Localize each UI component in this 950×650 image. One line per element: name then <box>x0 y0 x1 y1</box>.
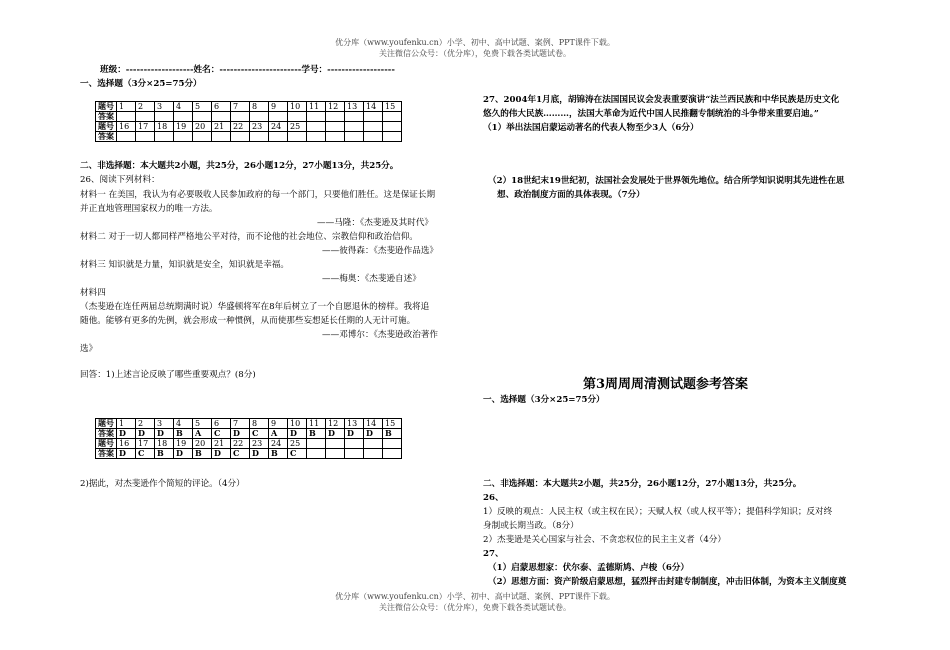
table-cell <box>307 122 326 132</box>
q26-ask2: 2)据此，对杰斐逊作个简短的评论。（4分） <box>80 479 245 489</box>
table-cell <box>307 132 326 142</box>
table-cell <box>345 439 364 449</box>
answer27-part2: （2）思想方面：资产阶级启蒙思想，猛烈抨击封建专制制度，冲击旧体制，为资本主义制度奠 <box>488 577 847 587</box>
page-header-line2: 关注微信公众号：（优分库），免费下载各类试题试卷。 <box>379 49 571 58</box>
q27-part1: （1）举出法国启蒙运动著名的代表人物至少3人（6分） <box>483 123 699 133</box>
table-cell <box>383 122 402 132</box>
table-cell <box>174 112 193 122</box>
material3: 材料三 知识就是力量，知识就是安全，知识就是幸福。 <box>80 260 289 270</box>
table-cell: 答案 <box>96 449 117 459</box>
table-cell: 17 <box>136 122 155 132</box>
table-cell <box>326 132 345 142</box>
table-cell <box>269 132 288 142</box>
table-cell <box>383 449 402 459</box>
q26-prompt: 26、阅读下列材料： <box>80 175 160 185</box>
table-cell: 7 <box>231 102 250 112</box>
table-cell <box>155 112 174 122</box>
table-cell: 16 <box>117 439 136 449</box>
table-cell <box>174 132 193 142</box>
table-cell: D <box>136 429 155 439</box>
table-cell <box>383 112 402 122</box>
table-cell: 题号 <box>96 122 117 132</box>
table-cell <box>307 449 326 459</box>
table-cell: B <box>155 449 174 459</box>
table-cell: A <box>269 429 288 439</box>
material1-line2: 并正直地管理国家权力的唯一方法。 <box>80 204 218 214</box>
table-cell: 12 <box>326 419 345 429</box>
table-row <box>96 112 402 122</box>
table-cell: 14 <box>364 102 383 112</box>
table-cell: D <box>155 429 174 439</box>
table-cell <box>193 112 212 122</box>
table-cell <box>326 449 345 459</box>
table-cell <box>155 132 174 142</box>
table-cell: 15 <box>383 419 402 429</box>
table-cell <box>193 132 212 142</box>
material4-source-cont: 选》 <box>80 344 98 354</box>
table-cell: 11 <box>307 102 326 112</box>
table-cell: 18 <box>155 439 174 449</box>
table-cell: D <box>117 429 136 439</box>
table-cell: B <box>269 449 288 459</box>
table-cell: D <box>364 429 383 439</box>
table-cell <box>383 439 402 449</box>
table-cell: C <box>250 429 269 439</box>
table-cell <box>231 132 250 142</box>
table-cell: 14 <box>364 419 383 429</box>
table-cell <box>117 132 136 142</box>
table-cell: 17 <box>136 439 155 449</box>
table-cell: 20 <box>193 439 212 449</box>
table-cell: 4 <box>174 419 193 429</box>
answer26-part2: 2）杰斐逊是关心国家与社会、不贪恋权位的民主主义者（4分） <box>483 535 726 545</box>
material2: 材料二 对于一切人都同样严格地公平对待，而不论他的社会地位、宗教信仰和政治信仰。 <box>80 232 418 242</box>
answer27-label: 27、 <box>483 549 504 559</box>
table-row <box>96 132 402 142</box>
table-cell: 8 <box>250 102 269 112</box>
table-cell: 答案 <box>96 429 117 439</box>
table-cell: 9 <box>269 102 288 112</box>
table-cell: 5 <box>193 419 212 429</box>
q26-ask1: 回答：1)上述言论反映了哪些重要观点？(8分) <box>80 370 256 380</box>
table-cell: A <box>193 429 212 439</box>
table-cell: 2 <box>136 102 155 112</box>
table-cell <box>269 112 288 122</box>
table-cell <box>136 112 155 122</box>
table-row <box>96 449 402 459</box>
table-cell: 19 <box>174 439 193 449</box>
table-cell: D <box>117 449 136 459</box>
table-row <box>96 439 402 449</box>
table-cell <box>364 122 383 132</box>
table-cell <box>345 449 364 459</box>
table-cell: 10 <box>288 102 307 112</box>
table-cell <box>326 122 345 132</box>
table-cell <box>364 439 383 449</box>
table-cell: 3 <box>155 419 174 429</box>
table-cell: B <box>174 429 193 439</box>
table-row <box>96 419 402 429</box>
table-cell <box>364 449 383 459</box>
table-cell: D <box>345 429 364 439</box>
table-cell <box>250 112 269 122</box>
table-cell: C <box>288 449 307 459</box>
q27-line2: 悠久的伟大民族………，法国大革命为近代中国人民推翻专制统治的斗争带来重要启迪。” <box>483 109 819 119</box>
table-cell: 19 <box>174 122 193 132</box>
blank-answer-grid <box>95 101 402 142</box>
table-cell: C <box>231 449 250 459</box>
table-cell: 24 <box>269 439 288 449</box>
table-cell <box>383 132 402 142</box>
table-cell: 题号 <box>96 102 117 112</box>
q27-part2-line2: 想、政治制度方面的具体表现。（7分） <box>497 190 645 200</box>
table-cell: 13 <box>345 102 364 112</box>
table-cell: 13 <box>345 419 364 429</box>
table-cell: D <box>174 449 193 459</box>
table-cell: D <box>326 429 345 439</box>
table-cell: 22 <box>231 122 250 132</box>
table-cell: B <box>383 429 402 439</box>
table-cell <box>345 132 364 142</box>
table-cell: 12 <box>326 102 345 112</box>
table-cell: 21 <box>212 439 231 449</box>
table-cell: 25 <box>288 439 307 449</box>
table-cell <box>288 112 307 122</box>
student-info-line: 班级：-------------------姓名：-----------------------学号：------------------- <box>100 65 395 75</box>
table-cell: 18 <box>155 122 174 132</box>
table-cell: 5 <box>193 102 212 112</box>
table-row <box>96 102 402 112</box>
section1-title: 一、选择题（3分×25=75分） <box>80 79 202 89</box>
answer-key-grid <box>95 418 402 459</box>
answer26-part1-line2: 身制或长期当政。（8分） <box>483 521 579 531</box>
table-cell: 答案 <box>96 112 117 122</box>
table-cell: 1 <box>117 419 136 429</box>
table-cell: D <box>231 429 250 439</box>
answer-key-title: 第3周周周清测试题参考答案 <box>583 377 749 392</box>
table-cell: 11 <box>307 419 326 429</box>
table-cell: 20 <box>193 122 212 132</box>
table-cell <box>307 112 326 122</box>
table-cell <box>326 112 345 122</box>
table-cell: 2 <box>136 419 155 429</box>
table-cell: 题号 <box>96 419 117 429</box>
table-cell: 16 <box>117 122 136 132</box>
table-cell <box>212 112 231 122</box>
table-cell: 23 <box>250 439 269 449</box>
table-cell: 9 <box>269 419 288 429</box>
table-cell: 答案 <box>96 132 117 142</box>
table-row <box>96 429 402 439</box>
table-cell <box>326 439 345 449</box>
table-cell: 8 <box>250 419 269 429</box>
table-cell: 4 <box>174 102 193 112</box>
answer-section2-title: 二、非选择题：本大题共2小题，共25分，26小题12分，27小题13分，共25分。 <box>483 479 802 489</box>
table-cell <box>117 112 136 122</box>
table-cell: 15 <box>383 102 402 112</box>
material3-source: ——梅奥：《杰斐逊自述》 <box>322 274 421 284</box>
table-cell: 25 <box>288 122 307 132</box>
table-cell <box>345 122 364 132</box>
section2-title: 二、非选择题：本大题共2小题，共25分，26小题12分，27小题13分，共25分。 <box>80 161 399 171</box>
table-cell <box>288 132 307 142</box>
material4-line2: 随他。能够有更多的先例，就会形成一种惯例，从而使那些妄想延长任期的人无计可施。 <box>80 316 416 326</box>
table-cell <box>212 132 231 142</box>
table-cell: B <box>193 449 212 459</box>
table-cell: 23 <box>250 122 269 132</box>
q27-part2-line1: （2）18世纪末19世纪初，法国社会发展处于世界领先地位。结合所学知识说明其先进性在思 <box>488 176 845 186</box>
answer-section1-title: 一、选择题（3分×25=75分） <box>483 395 605 405</box>
material1-line1: 材料一 在美国，我认为有必要吸收人民参加政府的每一个部门，只要他们胜任。这是保证长期 <box>80 190 436 200</box>
page-footer-line1: 优分库（www.youfenku.cn）小学、初中、高中试题、案例、PPT课件下载。 <box>335 592 615 601</box>
q27-line1: 27、2004年1月底，胡锦涛在法国国民议会发表重要演讲“法兰西民族和中华民族是历史文化 <box>483 95 840 105</box>
material4-line1: （杰斐逊在连任两届总统期满时说）华盛顿将军在8年后树立了一个自愿退休的榜样。我将追 <box>80 302 430 312</box>
answer27-part1: （1）启蒙思想家：伏尔泰、孟德斯鸠、卢梭（6分） <box>488 563 690 573</box>
table-cell: B <box>307 429 326 439</box>
material4-label: 材料四 <box>80 288 106 298</box>
answer26-part1-line1: 1）反映的观点：人民主权（或主权在民）；天赋人权（或人权平等）；提倡科学知识；反对终 <box>483 507 833 517</box>
table-cell: 1 <box>117 102 136 112</box>
table-cell <box>364 112 383 122</box>
material2-source: ——彼得森：《杰斐逊作品选》 <box>322 246 439 256</box>
material4-source: ——邓博尔：《杰斐逊政治著作 <box>322 330 439 340</box>
table-cell: 7 <box>231 419 250 429</box>
material1-source: ——马隆：《杰斐逊及其时代》 <box>317 218 434 228</box>
page-footer-line2: 关注微信公众号：（优分库），免费下载各类试题试卷。 <box>379 603 571 612</box>
table-cell: 21 <box>212 122 231 132</box>
table-cell <box>307 439 326 449</box>
table-cell: 6 <box>212 419 231 429</box>
table-cell <box>364 132 383 142</box>
page-header-line1: 优分库（www.youfenku.cn）小学、初中、高中试题、案例、PPT课件下载。 <box>335 38 615 47</box>
table-row <box>96 122 402 132</box>
table-cell: D <box>212 449 231 459</box>
table-cell <box>250 132 269 142</box>
table-cell: 题号 <box>96 439 117 449</box>
table-cell: 6 <box>212 102 231 112</box>
table-cell: C <box>136 449 155 459</box>
table-cell: 10 <box>288 419 307 429</box>
table-cell: 24 <box>269 122 288 132</box>
table-cell <box>231 112 250 122</box>
table-cell: C <box>212 429 231 439</box>
table-cell: D <box>250 449 269 459</box>
table-cell: 3 <box>155 102 174 112</box>
answer26-label: 26、 <box>483 493 504 503</box>
table-cell <box>345 112 364 122</box>
table-cell: D <box>288 429 307 439</box>
table-cell <box>136 132 155 142</box>
table-cell: 22 <box>231 439 250 449</box>
